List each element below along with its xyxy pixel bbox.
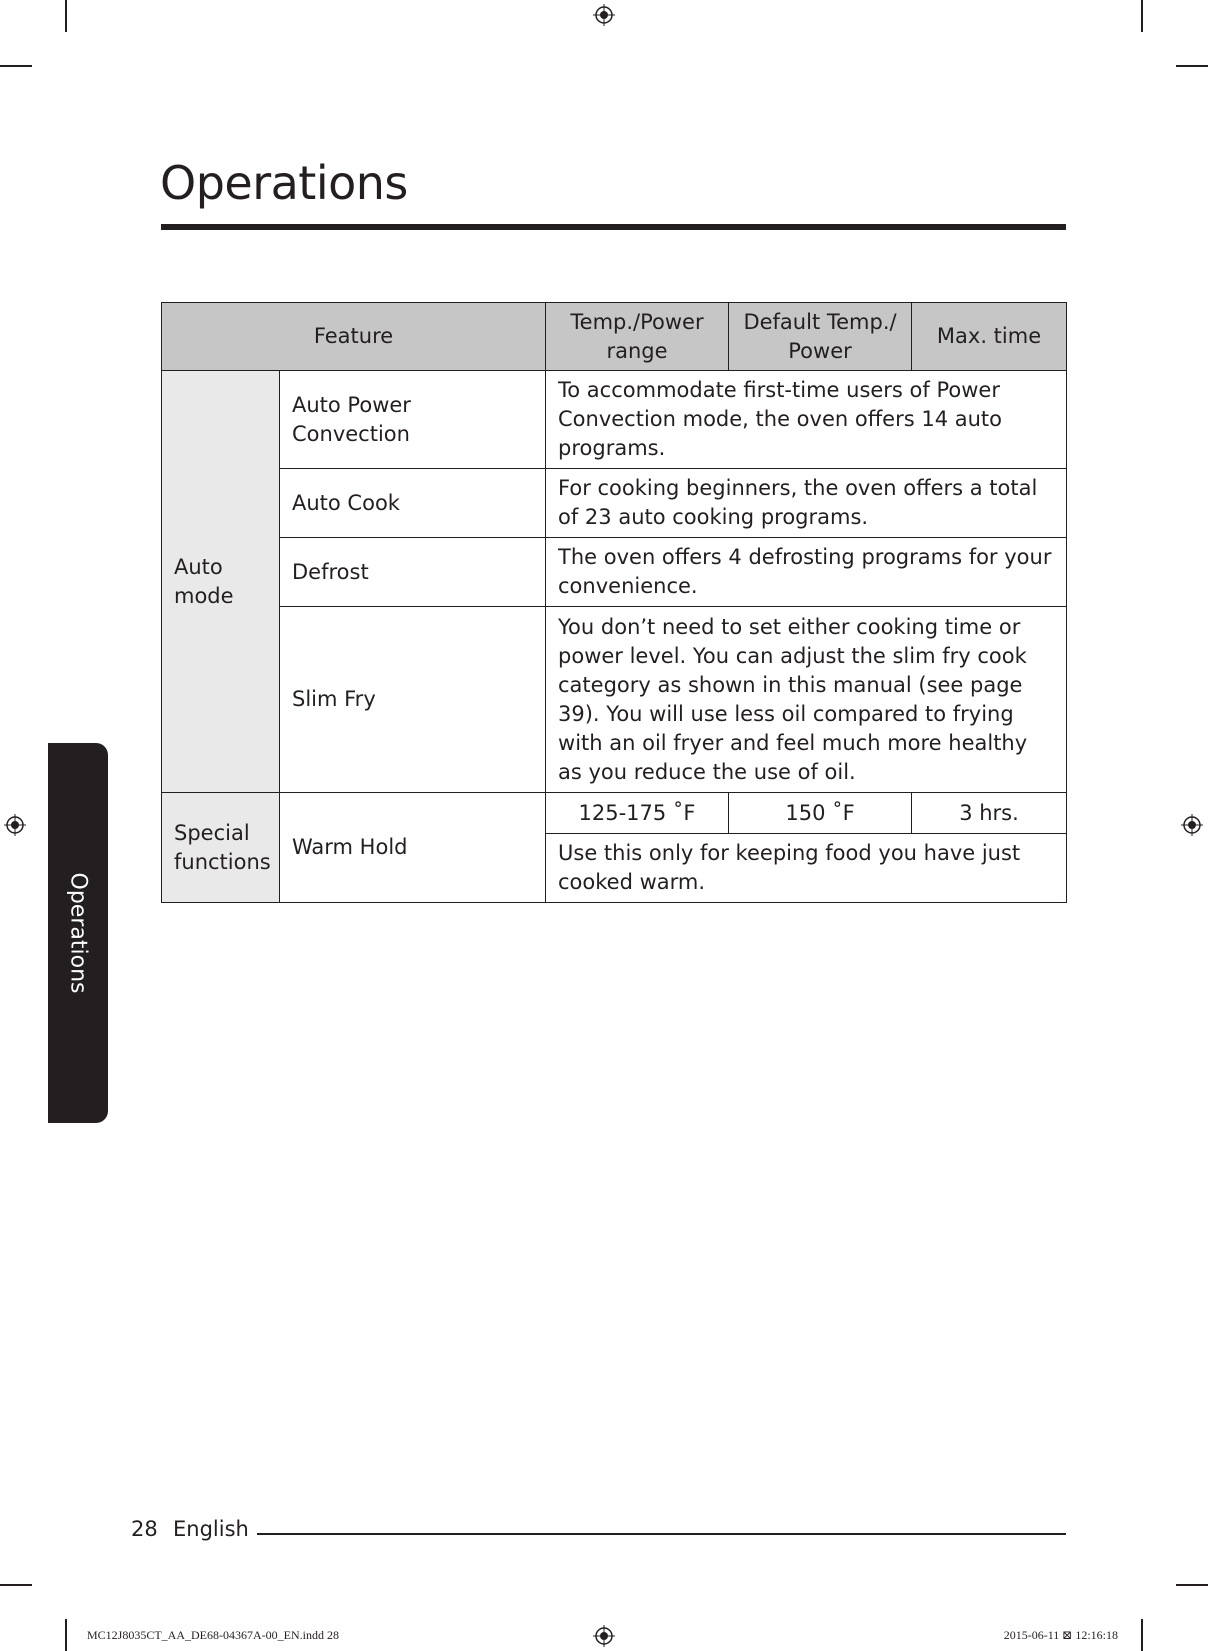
feature-name: Auto Cook <box>280 469 546 538</box>
feature-description: You don’t need to set either cooking time or power level. You can adjust the slim fry cook category as shown in this manual (see page 39). You will use less oil compared to frying with an oil fryer and feel much more healthy as you reduce the use of oil. <box>546 607 1067 793</box>
registration-mark-icon <box>593 4 615 26</box>
registration-mark-icon <box>1181 814 1203 836</box>
title-rule <box>161 224 1066 230</box>
feature-name: Slim Fry <box>280 607 546 793</box>
table-row <box>162 538 1067 607</box>
print-slug-file: MC12J8035CT_AA_DE68-04367A-00_EN.indd 28 <box>87 1628 339 1642</box>
feature-description: The oven offers 4 defrosting programs for your convenience. <box>546 538 1067 607</box>
header-range: Temp./Power range <box>546 303 729 371</box>
chapter-tab <box>48 743 108 1123</box>
temp-range-value: 125-175 ˚F <box>546 793 729 834</box>
feature-name: Defrost <box>280 538 546 607</box>
operations-table <box>161 302 1067 903</box>
table-header-row <box>162 303 1067 371</box>
max-time-value: 3 hrs. <box>912 793 1067 834</box>
header-default: Default Temp./ Power <box>729 303 912 371</box>
feature-description: Use this only for keeping food you have just cooked warm. <box>546 834 1067 903</box>
feature-name: Warm Hold <box>280 793 546 903</box>
crop-mark <box>0 1584 32 1586</box>
print-slug-timestamp: 2015-06-11 ⊠ 12:16:18 <box>1003 1628 1118 1642</box>
footer-rule <box>257 1533 1066 1535</box>
chapter-tab-label: Operations <box>65 872 91 994</box>
table-row <box>162 793 1067 834</box>
group-special-functions: Special functions <box>162 793 280 903</box>
crop-mark <box>1176 1584 1208 1586</box>
crop-mark <box>65 0 67 32</box>
table-row <box>162 371 1067 469</box>
crop-mark <box>1141 1619 1143 1651</box>
crop-mark <box>65 1619 67 1651</box>
feature-name: Auto Power Convection <box>280 371 546 469</box>
table-row <box>162 469 1067 538</box>
registration-mark-icon <box>4 814 26 836</box>
header-max-time: Max. time <box>912 303 1067 371</box>
group-auto-mode: Auto mode <box>162 371 280 793</box>
page-number: 28 <box>131 1517 158 1541</box>
page-title: Operations <box>160 156 408 210</box>
header-feature: Feature <box>162 303 546 371</box>
crop-mark <box>1176 65 1208 67</box>
page-language: English <box>173 1517 249 1541</box>
registration-mark-icon <box>593 1625 615 1647</box>
feature-description: To accommodate first-time users of Power Convection mode, the oven offers 14 auto programs. <box>546 371 1067 469</box>
feature-description: For cooking beginners, the oven offers a total of 23 auto cooking programs. <box>546 469 1067 538</box>
default-temp-value: 150 ˚F <box>729 793 912 834</box>
crop-mark <box>1141 0 1143 32</box>
table-row <box>162 607 1067 793</box>
crop-mark <box>0 65 32 67</box>
